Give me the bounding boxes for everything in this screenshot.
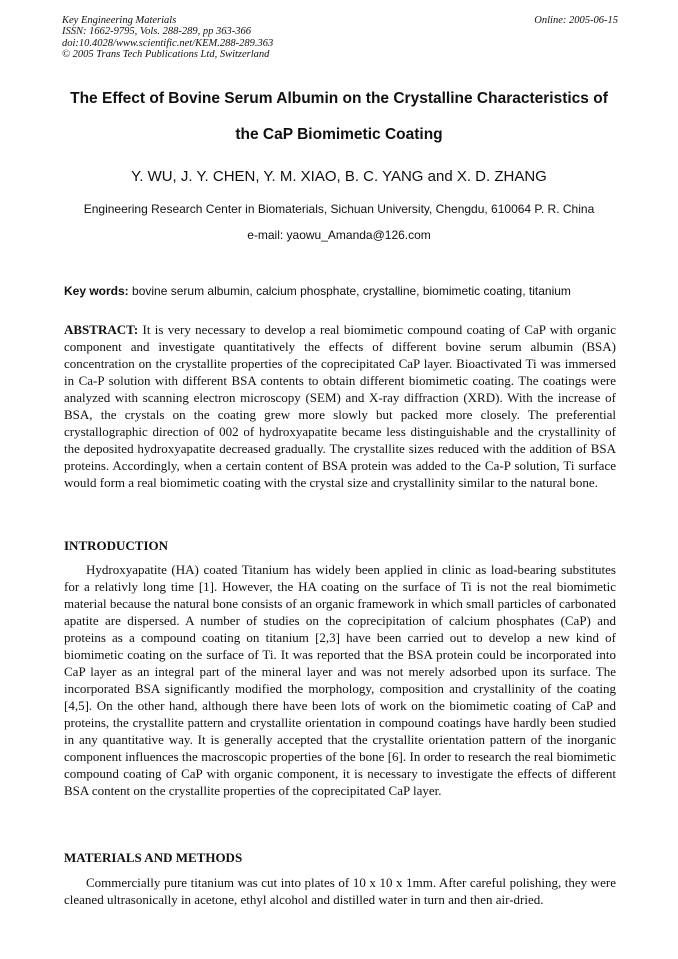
abstract-text: It is very necessary to develop a real biomimetic compound coating of CaP with organic component and investigate quantitatively the effects of different bovine serum albumin (BSA) concentration on the crystallite properties of the coprecipitated CaP layer. Bioactivated Ti was immersed in Ca-P solution with different BSA contents to obtain different biomimetic coating. The coatings were analyzed with scanning electron microscopy (SEM) and X-ray diffraction (XRD). With the increase of BSA, the crystals on the coating grew more slowly but packed more closely. The preferential crystallographic direction of 002 of hydroxyapatite became less distinguishable and the crystallinity of the deposited hydroxyapatite decreased gradually. The crystallite sizes reduced with the addition of BSA proteins. Accordingly, when a certain content of BSA protein was added to the Ca-P solution, Ti surface would form a real biomimetic coating with the crystal size and crystallinity similar to the natural bone.	[64, 322, 616, 490]
keywords-text: bovine serum albumin, calcium phosphate, crystalline, biomimetic coating, titanium	[132, 284, 571, 298]
online-date: Online: 2005-06-15	[534, 15, 618, 26]
copyright-line: © 2005 Trans Tech Publications Ltd, Switzerland	[62, 49, 270, 61]
author-list: Y. WU, J. Y. CHEN, Y. M. XIAO, B. C. YANG and X. D. ZHANG	[131, 168, 547, 185]
abstract	[64, 321, 616, 491]
methods-text: Commercially pure titanium was cut into plates of 10 x 10 x 1mm. After careful polishing, they were cleaned ultrasonically in acetone, ethyl alcohol and distilled water in turn and then air-dried.	[64, 875, 616, 907]
introduction-heading: INTRODUCTION	[64, 538, 169, 553]
abstract-label: ABSTRACT:	[64, 322, 139, 337]
methods-heading: MATERIALS AND METHODS	[64, 850, 243, 865]
keywords	[64, 284, 624, 298]
doi-line: doi:10.4028/www.scientific.net/KEM.288-289.363	[62, 37, 274, 49]
keywords-label: Key words:	[64, 284, 129, 298]
issn-line: ISSN: 1662-9795, Vols. 288-289, pp 363-366	[62, 26, 251, 38]
paper-title-line-1: The Effect of Bovine Serum Albumin on the Crystalline Characteristics of	[70, 90, 608, 107]
journal-header	[62, 15, 618, 61]
affiliation: Engineering Research Center in Biomaterials, Sichuan University, Chengdu, 610064 P. R. China	[83, 202, 595, 216]
introduction-text: Hydroxyapatite (HA) coated Titanium has widely been applied in clinic as load-bearing substitutes for a relativly long time [1]. However, the HA coating on the surface of Ti is not the real biomimetic material because the natural bone consists of an organic framework in which small particles of carbonated apatite are dispersed. A number of studies on the coprecipitation of calcium phosphates (CaP) and proteins as a compound coating on titanium [2,3] have been carried out to develop a new kind of biomimetic coating on the surface of Ti. It was reported that the BSA protein could be incorporated into CaP layer as an integral part of the mineral layer and was not merely adsorbed upon its surface. The incorporated BSA significantly modified the morphology, composition and crystallinity of the coating [4,5]. On the other hand, although there have been lots of work on the biomimetic coating of CaP and proteins, the crystallite pattern and crystallite orientation in compound coatings have hardly been studied in any quantitative way. It is generally accepted that the crystallite orientation pattern of the inorganic component influences the macroscopic properties of the bone [6]. In order to research the real biomimetic compound coating of CaP with organic component, it is necessary to investigate the effects of different BSA content on the crystallite properties of the coprecipitated CaP layer.	[64, 562, 616, 798]
contact-email: e-mail: yaowu_Amanda@126.com	[247, 228, 431, 242]
journal-name: Key Engineering Materials	[62, 15, 177, 26]
paper-title-line-2: the CaP Biomimetic Coating	[235, 126, 443, 143]
